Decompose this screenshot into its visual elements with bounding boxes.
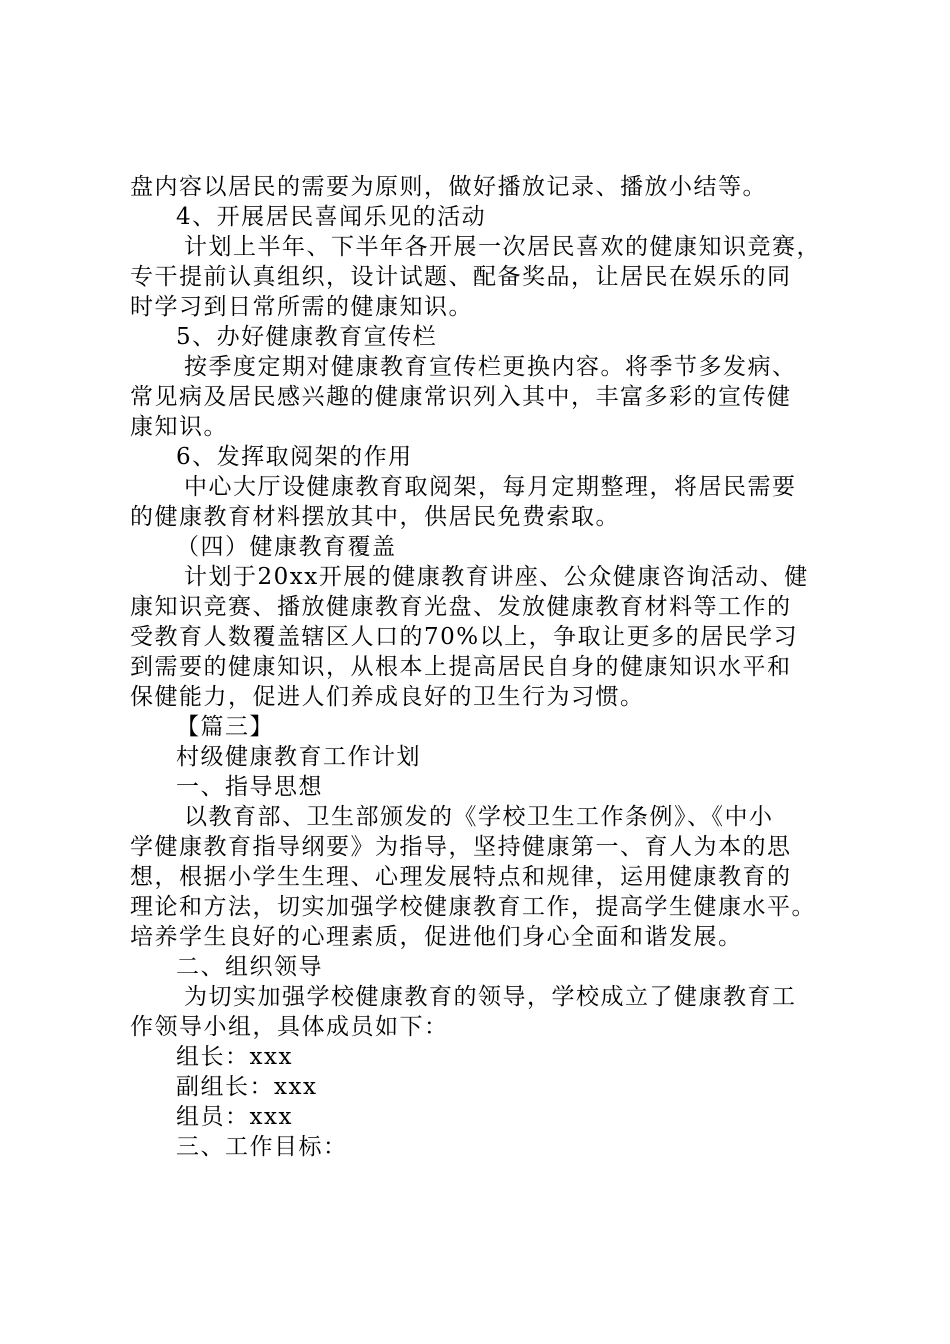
text-line: 【篇三】: [176, 714, 274, 740]
text-line: 二、组织领导: [176, 954, 323, 980]
text-line: 按季度定期对健康教育宣传栏更换内容。将季节多发病、: [184, 354, 797, 380]
text-line: 作领导小组，具体成员如下：: [130, 1014, 449, 1040]
text-line: 计划上半年、下半年各开展一次居民喜欢的健康知识竞赛，: [184, 234, 821, 260]
text-line: 5、办好健康教育宣传栏: [176, 324, 438, 350]
text-line: 培养学生良好的心理素质，促进他们身心全面和谐发展。: [130, 924, 743, 950]
text-line: 受教育人数覆盖辖区人口的70%以上，争取让更多的居民学习: [130, 624, 799, 650]
text-line: 想，根据小学生生理、心理发展特点和规律，运用健康教育的: [130, 864, 792, 890]
text-line: 保健能力，促进人们养成良好的卫生行为习惯。: [130, 684, 645, 710]
text-line: 6、发挥取阅架的作用: [176, 444, 413, 470]
text-line: 时学习到日常所需的健康知识。: [130, 294, 473, 320]
text-line: 康知识竞赛、播放健康教育光盘、发放健康教育材料等工作的: [130, 594, 792, 620]
text-line: 组员：xxx: [176, 1104, 293, 1130]
text-line: 村级健康教育工作计划: [176, 744, 421, 770]
document-body: [130, 172, 850, 1162]
text-line: 盘内容以居民的需要为原则，做好播放记录、播放小结等。: [130, 174, 767, 200]
text-line: 到需要的健康知识，从根本上提高居民自身的健康知识水平和: [130, 654, 792, 680]
text-line: 组长：xxx: [176, 1044, 293, 1070]
text-line: （四）健康教育覆盖: [176, 534, 397, 560]
text-line: 专干提前认真组织，设计试题、配备奖品，让居民在娱乐的同: [130, 264, 792, 290]
text-line: 副组长：xxx: [176, 1074, 318, 1100]
text-line: 的健康教育材料摆放其中，供居民免费索取。: [130, 504, 620, 530]
text-line: 计划于20xx开展的健康教育讲座、公众健康咨询活动、健: [184, 564, 809, 590]
text-line: 为切实加强学校健康教育的领导，学校成立了健康教育工: [184, 984, 797, 1010]
text-line: 4、开展居民喜闻乐见的活动: [176, 204, 487, 230]
text-line: 以教育部、卫生部颁发的《学校卫生工作条例》、《中小: [184, 804, 774, 830]
text-line: 中心大厅设健康教育取阅架，每月定期整理，将居民需要: [184, 474, 797, 500]
text-line: 康知识。: [130, 414, 228, 440]
text-line: 三、工作目标：: [176, 1134, 348, 1160]
text-line: 一、指导思想: [176, 774, 323, 800]
text-line: 理论和方法，切实加强学校健康教育工作，提高学生健康水平。: [130, 894, 816, 920]
text-line: 常见病及居民感兴趣的健康常识列入其中，丰富多彩的宣传健: [130, 384, 792, 410]
text-line: 学健康教育指导纲要》为指导，坚持健康第一、育人为本的思: [130, 834, 792, 860]
